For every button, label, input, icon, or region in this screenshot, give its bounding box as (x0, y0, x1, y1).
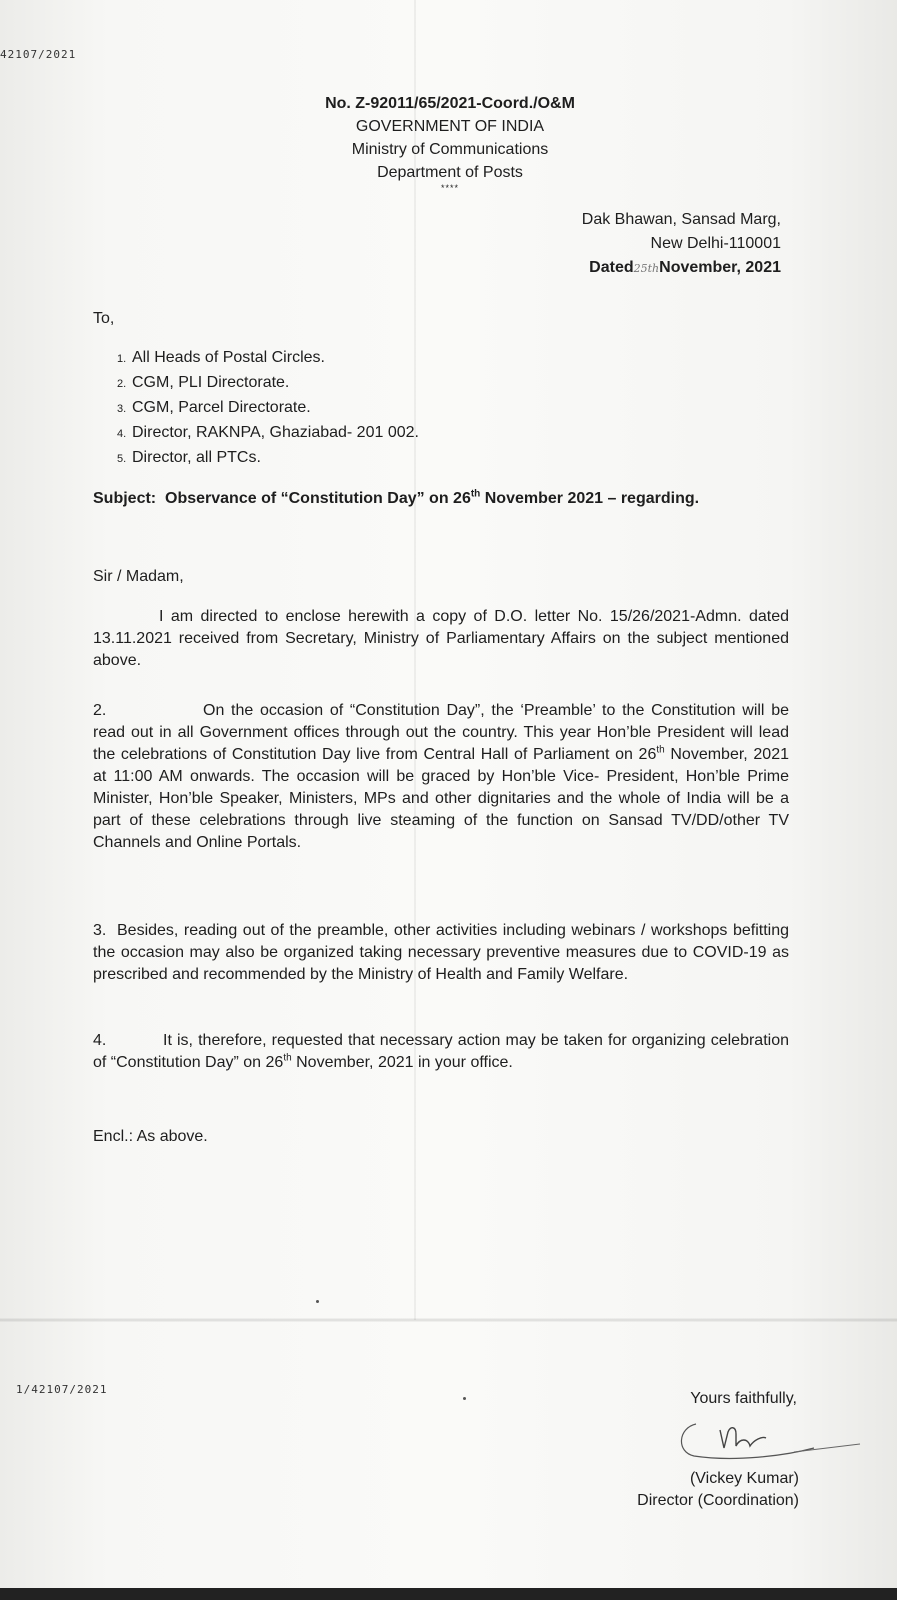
subject-label: Subject: (93, 490, 157, 507)
signoff-closing: Yours faithfully, (690, 1390, 797, 1407)
list-item: 1. All Heads of Postal Circles. (117, 349, 325, 366)
list-item: 5. Director, all PTCs. (117, 449, 261, 466)
signatory (637, 1468, 799, 1512)
enclosure-note: Encl.: As above. (93, 1128, 208, 1145)
diary-stamp-bottom: 1/42107/2021 (16, 1383, 108, 1396)
paragraph-1: I am directed to enclose herewith a copy of D.O. letter No. 15/26/2021-Admn. dated 13.11.2021 received from Secretary, Ministry of Parliamentary Affairs on the subject mentioned above. (93, 608, 789, 669)
list-item: 2. CGM, PLI Directorate. (117, 374, 290, 391)
signature-image (674, 1416, 864, 1476)
header-stars: **** (440, 183, 459, 193)
sender-address (582, 208, 781, 281)
salutation: Sir / Madam, (93, 568, 184, 585)
header-government: GOVERNMENT OF INDIA (355, 118, 545, 135)
paragraph-3: 3. Besides, reading out of the preamble, other activities including webinars / workshops befitting the occasion may also be organized taking necessary preventive measures due to COVID-19 as prescribed and recommended by the Ministry of Health and Family Welfare. (93, 922, 789, 983)
speck (463, 1397, 466, 1400)
address-line1: Dak Bhawan, Sansad Marg, (581, 211, 781, 228)
letter-header (240, 92, 660, 192)
file-number: No. Z-92011/65/2021-Coord./O&M (325, 95, 575, 112)
speck (316, 1300, 319, 1303)
dated-label: Dated (589, 259, 634, 276)
dated-value: November, 2021 (659, 259, 781, 276)
handwritten-day: 25th (633, 262, 660, 275)
signatory-designation: Director (Coordination) (637, 1492, 799, 1509)
list-item: 4. Director, RAKNPA, Ghaziabad- 201 002. (117, 424, 419, 441)
address-line2: New Delhi-110001 (650, 235, 781, 252)
list-item: 3. CGM, Parcel Directorate. (117, 399, 311, 416)
header-ministry: Ministry of Communications (351, 141, 549, 158)
recipient-list (117, 346, 419, 471)
paragraph-2: 2. On the occasion of “Constitution Day”, the ‘Preamble’ to the Constitution will be read out in all Government offices through out the country. This year Hon’ble President will lead the celebrations of Constitution Day live from Central Hall of Parliament on 26th November, 2021 at 11:00 AM onwards. The occasion will be graced by Hon’ble Vice- President, Hon’ble Prime Minister, Hon’ble Speaker, Ministers, MPs and other dignitaries and the whole of India will be a part of these celebrations through live steaming of the function on Sansad TV/DD/other TV Channels and Online Portals. (93, 702, 790, 851)
letter-date (582, 256, 781, 281)
signatory-name: (Vickey Kumar) (689, 1470, 799, 1487)
subject-line: Subject: Observance of “Constitution Day” on 26th November 2021 – regarding. (93, 488, 700, 507)
paper-fold-horizontal (0, 1318, 897, 1322)
header-department: Department of Posts (377, 164, 523, 181)
paragraph-4: 4. It is, therefore, requested that necessary action may be taken for organizing celebration of “Constitution Day” on 26th November, 2021 in your office. (93, 1032, 789, 1071)
diary-stamp-top: 42107/2021 (0, 48, 77, 61)
scan-bottom-edge (0, 1588, 897, 1600)
to-label: To, (93, 310, 115, 327)
